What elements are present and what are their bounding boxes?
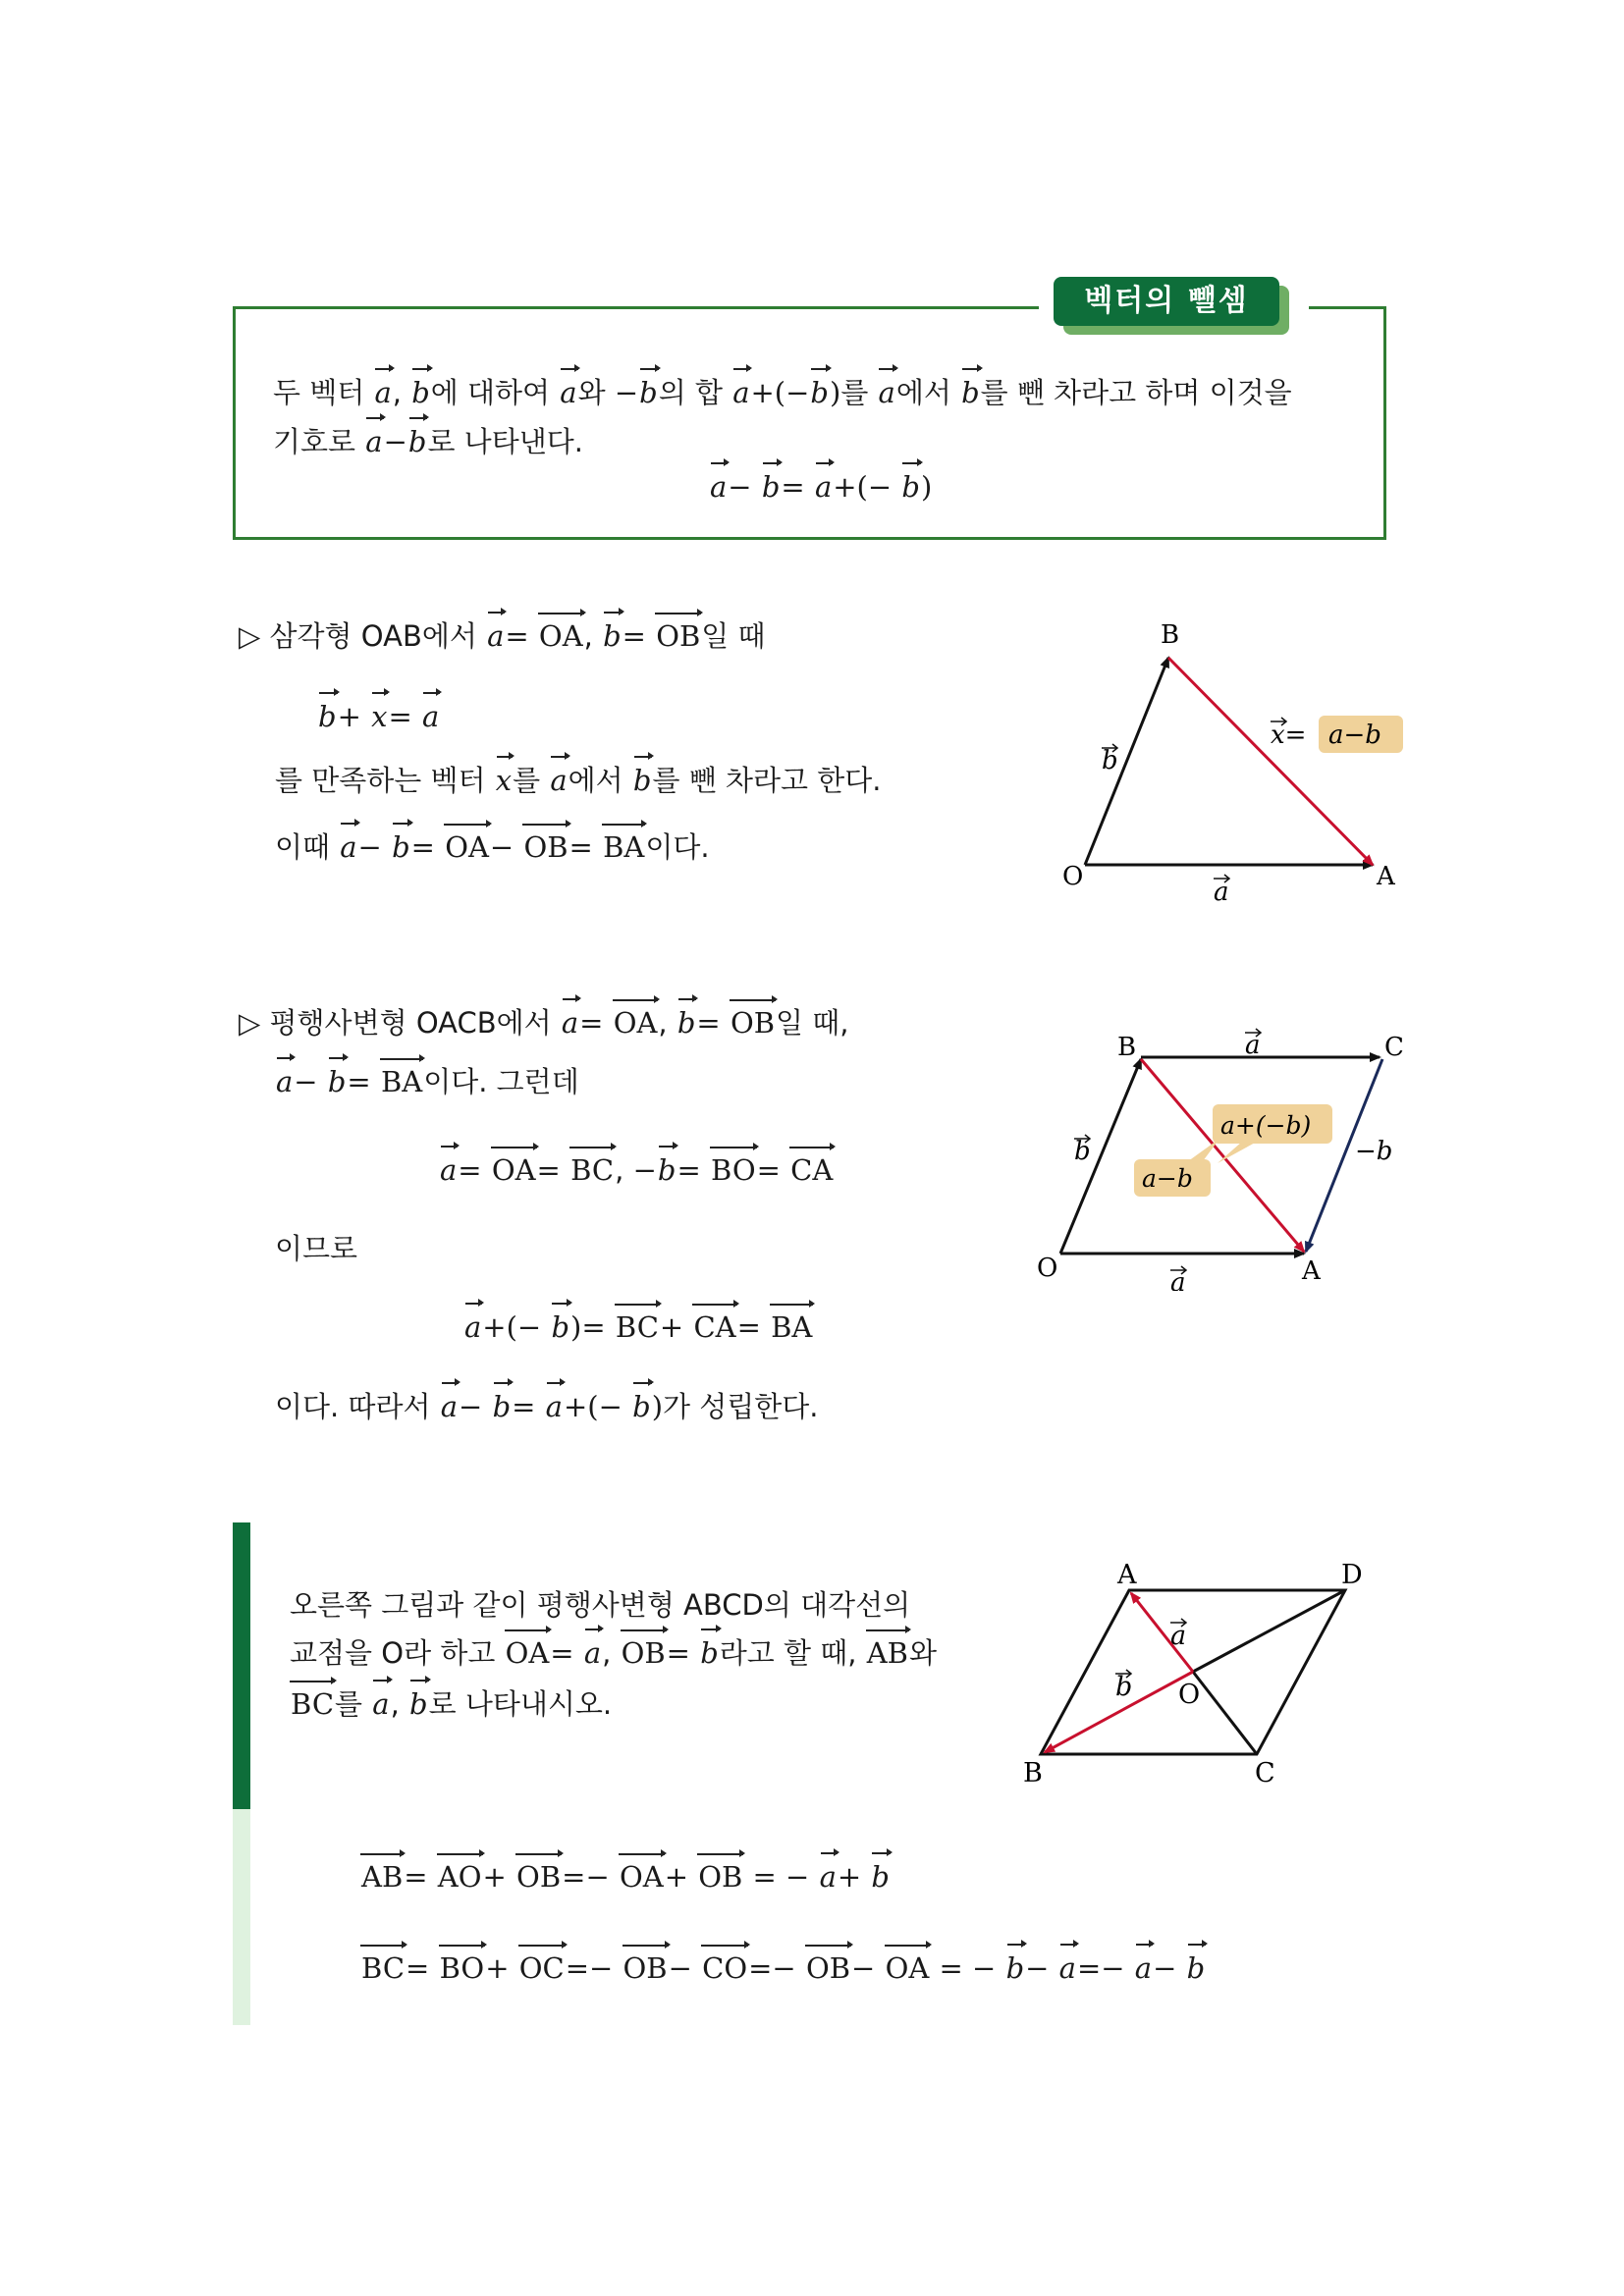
label-C: C [1255,1758,1275,1789]
section2-equation-1: a= OA= BC, −b= BO= CA [439,1150,834,1190]
label-a-top: a [1245,1031,1261,1060]
diagonal-OC [1193,1672,1257,1754]
figure-triangle-oab [1041,614,1414,908]
example-line-3: BC를 a, b로 나타내시오. [290,1684,612,1724]
section1-line-1: ▷ 삼각형 OAB에서 a= OA, b= OB일 때 [239,616,766,656]
label-B: B [1161,620,1180,650]
label-A: A [1117,1560,1137,1590]
label-a: a [1170,1621,1187,1651]
label-a-bottom: a [1170,1268,1186,1291]
definition-tag: 벡터의 뺄셈 [1054,277,1279,326]
answer-line-2: BC= BO+ OC=− OB− CO=− OB− OA = − b− a=− a− b [360,1949,1206,1988]
section2-line-1: ▷ 평행사변형 OACB에서 a= OA, b= OB일 때, [239,1003,849,1042]
label-b: b [1074,1137,1091,1166]
definition-line-1: 두 벡터 a, b에 대하여 a와 −b의 합 a+(−b)를 a에서 b를 뺀 차라고 하며 이것을 [273,373,1292,412]
label-A: A [1302,1256,1321,1286]
figure-parallelogram-oacb [1031,1026,1424,1291]
section1-line-4: 이때 a− b= OA− OB= BA이다. [275,828,710,867]
figure-parallelogram-abcd [1011,1546,1414,1791]
label-b: b [1115,1672,1133,1702]
label-x-eq: x= [1271,721,1307,750]
answer-line-1: AB= AO+ OB=− OA+ OB = − a+ b [360,1857,891,1896]
label-neg-b: −b [1355,1137,1393,1166]
label-A: A [1377,862,1395,891]
label-a-minus-b: a−b [1328,721,1381,750]
example-line-1: 오른쪽 그림과 같이 평행사변형 ABCD의 대각선의 [290,1588,911,1622]
label-a-minus-b: a−b [1142,1164,1193,1193]
label-B: B [1117,1033,1137,1062]
label-a: a [1214,878,1229,907]
vector-OB-line [1060,1059,1141,1254]
section2-imeuro: 이므로 [275,1232,358,1265]
vector-x-line [1168,658,1373,865]
example-line-2: 교점을 O라 하고 OA= a, OB= b라고 할 때, AB와 [290,1633,937,1673]
definition-formula: a− b= a+(− b) [709,467,932,507]
label-C: C [1384,1033,1404,1062]
label-O: O [1062,862,1084,891]
section2-line-2: a− b= BA이다. 그런데 [275,1062,579,1101]
section2-equation-2: a+(− b)= BC+ CA= BA [463,1308,813,1347]
label-a-plus-neg-b: a+(−b) [1220,1111,1312,1140]
section1-equation: b+ x= a [317,697,440,736]
label-b: b [1102,746,1118,775]
label-B: B [1023,1758,1043,1789]
section2-line-5: 이다. 따라서 a− b= a+(− b)가 성립한다. [275,1387,819,1426]
label-D: D [1341,1560,1363,1590]
section1-line-3: 를 만족하는 벡터 x를 a에서 b를 뺀 차라고 한다. [275,761,881,800]
answer-bar [233,1809,250,2025]
definition-line-2: 기호로 a−b로 나타낸다. [273,422,583,461]
label-O: O [1037,1254,1058,1283]
label-O: O [1178,1680,1201,1710]
example-bar [233,1522,250,1809]
vector-b-line [1085,658,1168,865]
vector-BA-line [1141,1059,1304,1252]
